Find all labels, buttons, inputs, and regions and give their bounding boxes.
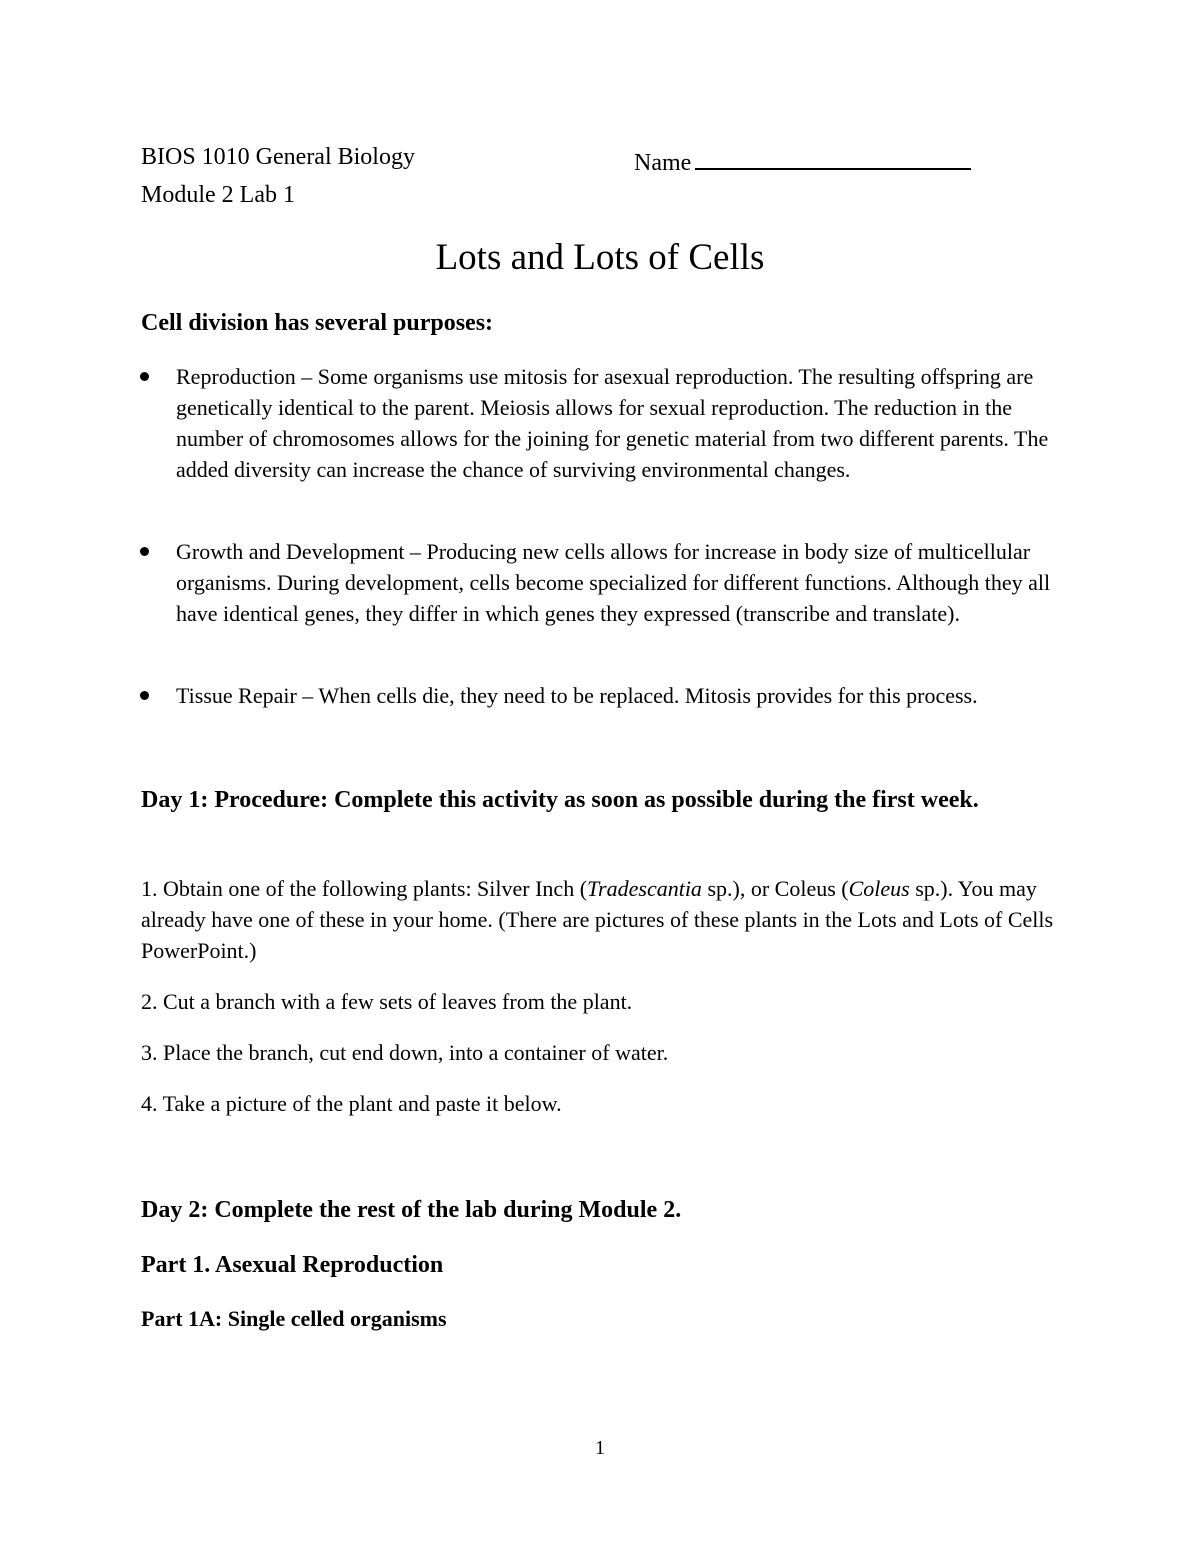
bullet-icon — [140, 691, 149, 700]
page-title: Lots and Lots of Cells — [435, 237, 765, 278]
day1-step3: 3. Place the branch, cut end down, into a container of water. — [141, 1040, 669, 1065]
intro-heading: Cell division has several purposes: — [141, 310, 494, 336]
part1-heading: Part 1. Asexual Reproduction — [141, 1252, 444, 1278]
page-number: 1 — [595, 1437, 605, 1459]
day1-step4: 4. Take a picture of the plant and paste it below. — [141, 1091, 562, 1116]
bullet-icon — [140, 372, 149, 381]
name-field-row — [634, 144, 971, 177]
list-item-text: Growth and Development – Producing new cells allows for increase in body size of multicellular organisms. During development, cells become specialized for different functions. Although they all have identical genes, they differ in which genes they expressed (transcribe and translate). — [176, 539, 1051, 626]
day1-heading: Day 1: Procedure: Complete this activity as soon as possible during the first week. — [141, 787, 979, 813]
name-label: Name — [634, 150, 692, 176]
list-item-growth — [140, 536, 1065, 666]
day2-heading: Day 2: Complete the rest of the lab during Module 2. — [141, 1197, 682, 1223]
day1-step2: 2. Cut a branch with a few sets of leaves from the plant. — [141, 989, 633, 1014]
part1a-heading: Part 1A: Single celled organisms — [141, 1306, 447, 1331]
list-item-text: Tissue Repair – When cells die, they need to be replaced. Mitosis provides for this process. — [176, 683, 978, 708]
name-blank-line[interactable] — [695, 144, 971, 170]
list-item-text: Reproduction – Some organisms use mitosis for asexual reproduction. The resulting offspring are genetically identical to the parent. Meiosis allows for sexual reproduction. The reduction in the number of chromosomes allows for the joining for genetic material from two different parents. The added diversity can increase the chance of surviving environmental changes. — [176, 364, 1049, 482]
day1-step1: 1. Obtain one of the following plants: Silver Inch (Tradescantia sp.), or Coleus (Coleus sp.). You may already have one of these in your home. (There are pictures of these plants in the Lots and Lots of Cells PowerPoint.) — [141, 876, 1054, 963]
module-label: Module 2 Lab 1 — [141, 182, 295, 208]
list-item-reproduction — [140, 361, 1065, 521]
bullet-icon — [140, 547, 149, 556]
course-title: BIOS 1010 General Biology — [141, 144, 415, 170]
list-item-tissue-repair — [140, 680, 1065, 720]
